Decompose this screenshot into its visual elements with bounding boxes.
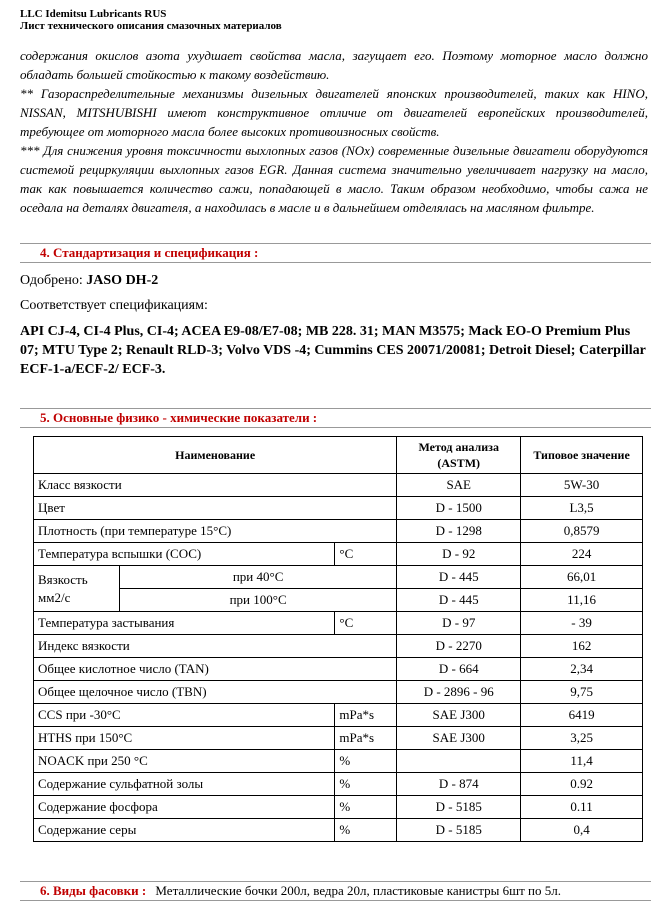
row-method: D - 5185 bbox=[397, 819, 521, 842]
row-value: L3,5 bbox=[521, 497, 643, 520]
row-method: D - 1298 bbox=[397, 520, 521, 543]
packaging-text: Металлические бочки 200л, ведра 20л, пластиковые канистры 6шт по 5л. bbox=[155, 883, 561, 898]
table-row bbox=[34, 658, 643, 681]
table-row bbox=[34, 727, 643, 750]
row-name: CCS при -30°С bbox=[34, 704, 335, 727]
table-row bbox=[34, 750, 643, 773]
row-name: Класс вязкости bbox=[34, 474, 397, 497]
document-header bbox=[20, 8, 282, 32]
table-row bbox=[34, 819, 643, 842]
row-name: Индекс вязкости bbox=[34, 635, 397, 658]
header-name: Наименование bbox=[34, 437, 397, 474]
row-value: 0,8579 bbox=[521, 520, 643, 543]
row-value: 11,4 bbox=[521, 750, 643, 773]
row-method: SAE J300 bbox=[397, 704, 521, 727]
viscosity-label-line1: Вязкость bbox=[38, 571, 88, 587]
header-method: Метод анализа (ASTM) bbox=[397, 437, 521, 474]
row-method: SAE bbox=[397, 474, 521, 497]
conforms-label: Соответствует спецификациям: bbox=[20, 298, 208, 313]
row-unit: % bbox=[335, 819, 397, 842]
section-title: Виды фасовки : bbox=[53, 883, 147, 898]
row-method: D - 874 bbox=[397, 773, 521, 796]
row-method: D - 2896 - 96 bbox=[397, 681, 521, 704]
section-number: 4. bbox=[40, 245, 50, 260]
section-number: 5. bbox=[40, 410, 50, 425]
intro-paragraph: содержания окислов азота ухудшает свойства масла, загущает его. Поэтому моторное масло должно обладать большей стойкостью к такому воздействию. bbox=[20, 48, 648, 82]
row-method: D - 664 bbox=[397, 658, 521, 681]
row-name: Содержание фосфора bbox=[34, 796, 335, 819]
row-name: Температура застывания bbox=[34, 612, 335, 635]
viscosity-condition: при 100°С bbox=[119, 589, 396, 612]
row-unit: % bbox=[335, 750, 397, 773]
row-unit: mPa*s bbox=[335, 727, 397, 750]
row-name: Цвет bbox=[34, 497, 397, 520]
intro-paragraph: *** Для снижения уровня токсичности выхлопных газов (NOx) современные дизельные двигатели оборудуются системой рециркуляции выхлопных газов EGR. Данная система значительно увеличивает нагрузку на масло, так как повышается количество сажи, попадающей в масло. Таким образом необходимо, чтобы сажа не оседала на деталях двигателя, а находилась в масле и в дальнейшем отделялась на масляном фильтре. bbox=[20, 143, 648, 215]
row-method: D - 97 bbox=[397, 612, 521, 635]
table-row bbox=[34, 543, 643, 566]
approved-value: JASO DH-2 bbox=[86, 273, 159, 288]
row-value: 5W-30 bbox=[521, 474, 643, 497]
row-name: Общее кислотное число (TAN) bbox=[34, 658, 397, 681]
company-name: LLC Idemitsu Lubricants RUS bbox=[20, 8, 167, 20]
row-name: Содержание серы bbox=[34, 819, 335, 842]
section-title: Стандартизация и спецификация : bbox=[53, 245, 259, 260]
row-name: Содержание сульфатной золы bbox=[34, 773, 335, 796]
approved-line bbox=[20, 271, 158, 290]
row-name bbox=[34, 543, 335, 566]
table-row bbox=[34, 773, 643, 796]
section-6-heading bbox=[20, 881, 651, 901]
table-row bbox=[34, 474, 643, 497]
table-row bbox=[34, 796, 643, 819]
row-method: D - 92 bbox=[397, 543, 521, 566]
row-name-text: Температура вспышки (СОС) bbox=[38, 546, 202, 561]
row-method: D - 2270 bbox=[397, 635, 521, 658]
row-method: D - 445 bbox=[397, 566, 521, 589]
row-value: 224 bbox=[521, 543, 643, 566]
table-row bbox=[34, 704, 643, 727]
section-title: Основные физико - химические показатели : bbox=[53, 410, 318, 425]
row-method: SAE J300 bbox=[397, 727, 521, 750]
table-row bbox=[34, 612, 643, 635]
row-value: 0.11 bbox=[521, 796, 643, 819]
row-name: HTHS при 150°С bbox=[34, 727, 335, 750]
row-unit: % bbox=[335, 773, 397, 796]
row-value: 9,75 bbox=[521, 681, 643, 704]
properties-table bbox=[33, 436, 643, 842]
row-name: NOACK при 250 °С bbox=[34, 750, 335, 773]
row-unit: °С bbox=[335, 543, 397, 566]
viscosity-label bbox=[34, 566, 120, 612]
row-unit: °С bbox=[335, 612, 397, 635]
row-method: D - 5185 bbox=[397, 796, 521, 819]
row-value: 0,4 bbox=[521, 819, 643, 842]
intro-notes bbox=[20, 46, 648, 217]
row-value: - 39 bbox=[521, 612, 643, 635]
row-value: 6419 bbox=[521, 704, 643, 727]
document-title: Лист технического описания смазочных материалов bbox=[20, 20, 282, 32]
table-row bbox=[34, 497, 643, 520]
table-row-viscosity-40 bbox=[34, 566, 643, 589]
row-unit: mPa*s bbox=[335, 704, 397, 727]
row-value: 2,34 bbox=[521, 658, 643, 681]
table-row bbox=[34, 520, 643, 543]
table-row bbox=[34, 681, 643, 704]
row-method: D - 1500 bbox=[397, 497, 521, 520]
table-row bbox=[34, 635, 643, 658]
row-method: D - 445 bbox=[397, 589, 521, 612]
row-value: 162 bbox=[521, 635, 643, 658]
viscosity-condition: при 40°С bbox=[119, 566, 396, 589]
row-value: 3,25 bbox=[521, 727, 643, 750]
approved-label: Одобрено: bbox=[20, 273, 83, 288]
row-name: Общее щелочное число (TBN) bbox=[34, 681, 397, 704]
table-header-row bbox=[34, 437, 643, 474]
header-value: Типовое значение bbox=[521, 437, 643, 474]
row-value: 0.92 bbox=[521, 773, 643, 796]
specifications-list: API CJ-4, CI-4 Plus, CI-4; ACEA E9-08/E7-08; MB 228. 31; MAN M3575; Mack EO-O Premium Plus 07; MTU Type 2; Renault RLD-3; Volvo VDS -4; Cummins CES 20071/20081; Detroit Diesel; Caterpillar ECF-1-a/ECF-2/ ECF-3. bbox=[20, 324, 646, 377]
section-4-heading bbox=[20, 243, 651, 263]
intro-paragraph: ** Газораспределительные механизмы дизельных двигателей японских производителей, таких как HINO, NISSAN, MITSHUBISHI имеют конструктивное отличие от двигателей европейских производителей, требующее от моторного масла более высоких противоизносных свойств. bbox=[20, 86, 648, 139]
row-unit: % bbox=[335, 796, 397, 819]
viscosity-label-line2: мм2/с bbox=[38, 589, 71, 605]
section-number: 6. bbox=[40, 883, 50, 898]
row-value: 11,16 bbox=[521, 589, 643, 612]
row-value: 66,01 bbox=[521, 566, 643, 589]
section-5-heading bbox=[20, 408, 651, 428]
row-name: Плотность (при температуре 15°С) bbox=[34, 520, 397, 543]
row-method bbox=[397, 750, 521, 773]
table-row-viscosity-100 bbox=[34, 589, 643, 612]
